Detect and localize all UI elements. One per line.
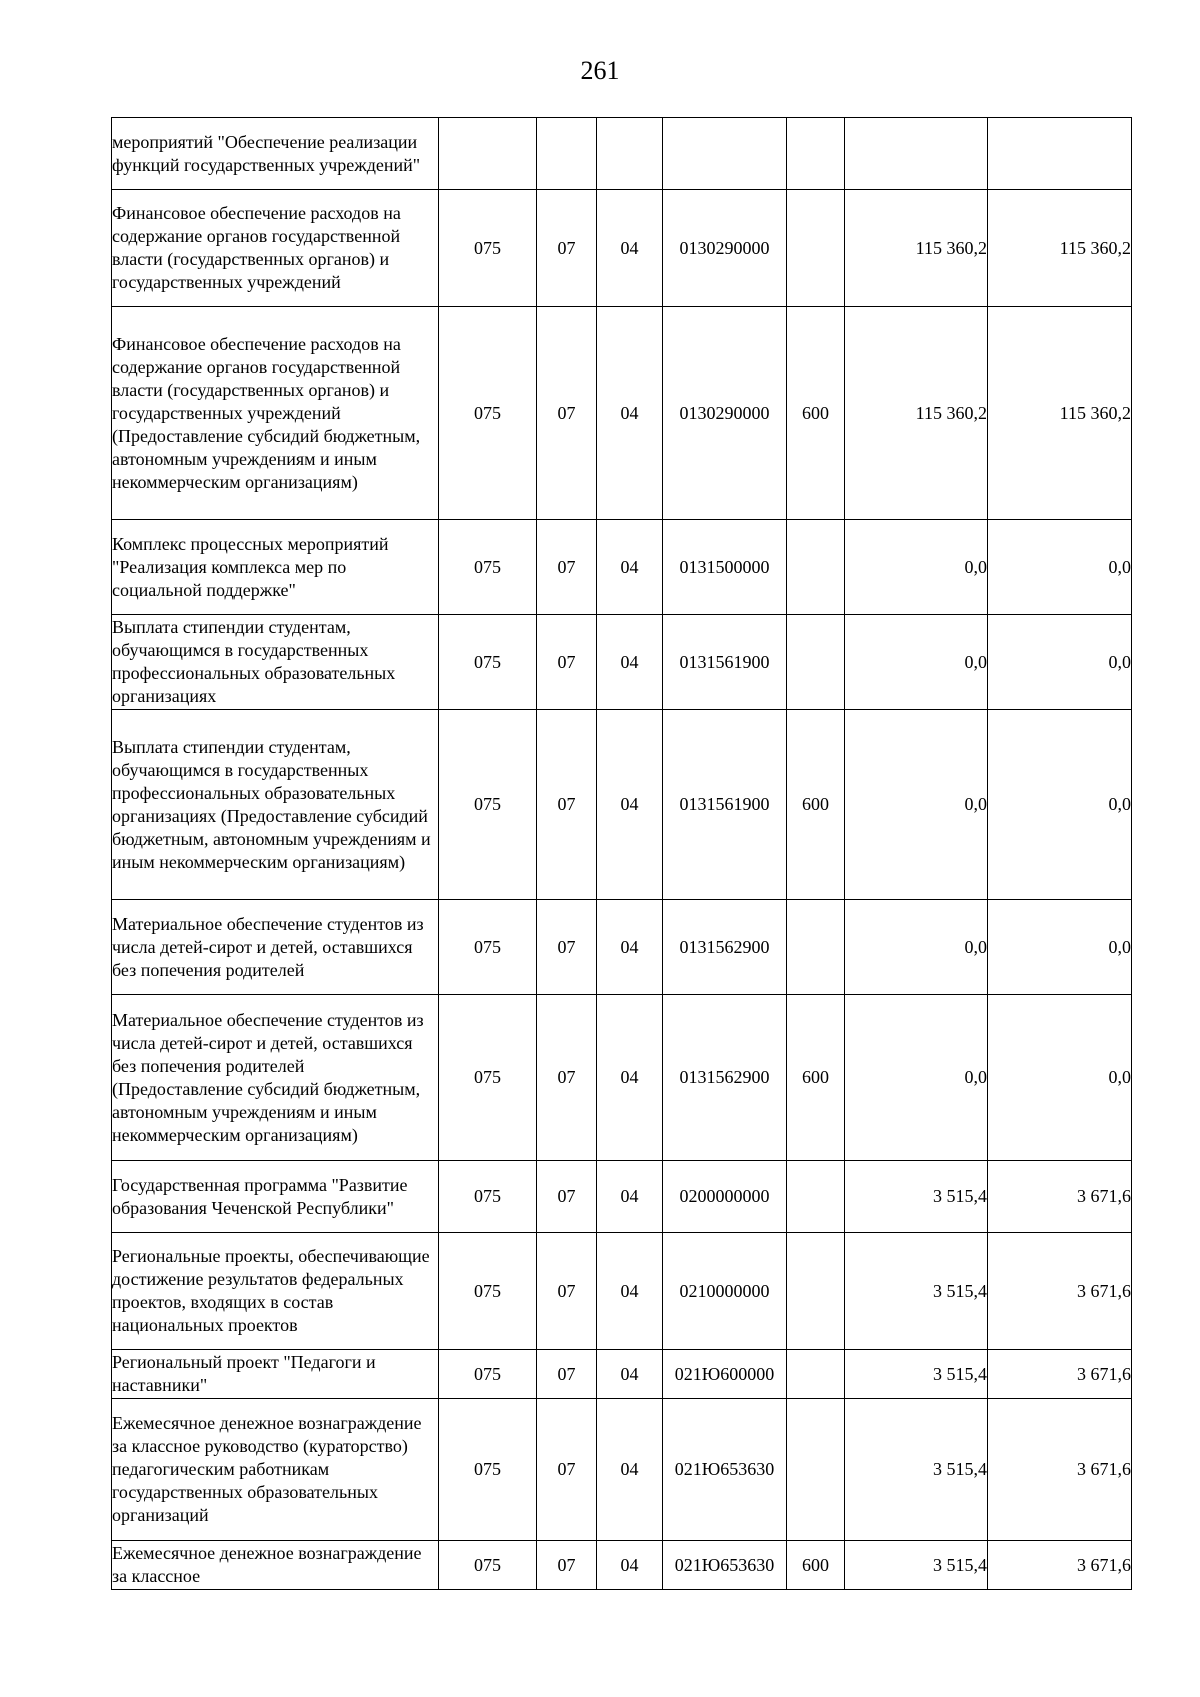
row-amount-year-1: 0,0 xyxy=(845,520,988,615)
row-name: Выплата стипендии студентам, обучающимся в государственных профессиональных образовательных организациях xyxy=(112,615,439,710)
row-expense-type xyxy=(787,118,845,190)
row-expense-type xyxy=(787,1233,845,1350)
row-amount-year-2: 0,0 xyxy=(988,900,1132,995)
row-subsection-code: 04 xyxy=(597,190,663,307)
row-target-article: 0130290000 xyxy=(663,190,787,307)
row-expense-type xyxy=(787,190,845,307)
row-grbs-code: 075 xyxy=(439,520,537,615)
row-amount-year-2: 115 360,2 xyxy=(988,190,1132,307)
table-row xyxy=(112,118,1132,190)
row-name: Региональный проект "Педагоги и наставники" xyxy=(112,1350,439,1399)
row-amount-year-2: 0,0 xyxy=(988,710,1132,900)
row-amount-year-1: 115 360,2 xyxy=(845,190,988,307)
row-name: Региональные проекты, обеспечивающие достижение результатов федеральных проектов, входящих в состав национальных проектов xyxy=(112,1233,439,1350)
row-name: Материальное обеспечение студентов из числа детей-сирот и детей, оставшихся без попечения родителей xyxy=(112,900,439,995)
row-amount-year-1: 3 515,4 xyxy=(845,1541,988,1590)
row-amount-year-2: 0,0 xyxy=(988,520,1132,615)
row-subsection-code: 04 xyxy=(597,1399,663,1541)
row-name: Выплата стипендии студентам, обучающимся в государственных профессиональных образовательных организациях (Предоставление субсидий бюджетным, автономным учреждениям и иным некоммерческим организациям) xyxy=(112,710,439,900)
row-amount-year-2: 3 671,6 xyxy=(988,1399,1132,1541)
table-row xyxy=(112,190,1132,307)
row-amount-year-1: 0,0 xyxy=(845,995,988,1161)
row-section-code: 07 xyxy=(537,710,597,900)
row-target-article: 021Ю653630 xyxy=(663,1399,787,1541)
row-target-article: 021Ю653630 xyxy=(663,1541,787,1590)
table-row xyxy=(112,520,1132,615)
row-target-article: 0130290000 xyxy=(663,307,787,520)
row-subsection-code: 04 xyxy=(597,307,663,520)
page-number: 261 xyxy=(580,56,620,85)
row-section-code: 07 xyxy=(537,190,597,307)
row-section-code: 07 xyxy=(537,615,597,710)
row-amount-year-1: 0,0 xyxy=(845,900,988,995)
row-expense-type: 600 xyxy=(787,995,845,1161)
table-row xyxy=(112,995,1132,1161)
row-amount-year-2: 3 671,6 xyxy=(988,1541,1132,1590)
row-expense-type: 600 xyxy=(787,1541,845,1590)
row-amount-year-2: 115 360,2 xyxy=(988,307,1132,520)
row-name: Материальное обеспечение студентов из числа детей-сирот и детей, оставшихся без попечения родителей (Предоставление субсидий бюджетным, автономным учреждениям и иным некоммерческим организациям) xyxy=(112,995,439,1161)
row-section-code: 07 xyxy=(537,900,597,995)
row-grbs-code xyxy=(439,118,537,190)
row-amount-year-1: 3 515,4 xyxy=(845,1399,988,1541)
row-name: Финансовое обеспечение расходов на содержание органов государственной власти (государственных органов) и государственных учреждений (Предоставление субсидий бюджетным, автономным учреждениям и иным некоммерческим организациям) xyxy=(112,307,439,520)
row-amount-year-2 xyxy=(988,118,1132,190)
row-expense-type xyxy=(787,900,845,995)
row-amount-year-1: 115 360,2 xyxy=(845,307,988,520)
row-target-article: 0200000000 xyxy=(663,1161,787,1233)
row-subsection-code: 04 xyxy=(597,1541,663,1590)
row-subsection-code: 04 xyxy=(597,1161,663,1233)
row-amount-year-1: 3 515,4 xyxy=(845,1350,988,1399)
row-expense-type: 600 xyxy=(787,710,845,900)
table-row xyxy=(112,1350,1132,1399)
row-amount-year-1: 0,0 xyxy=(845,615,988,710)
row-grbs-code: 075 xyxy=(439,710,537,900)
row-target-article: 0131561900 xyxy=(663,615,787,710)
row-name: Ежемесячное денежное вознаграждение за классное xyxy=(112,1541,439,1590)
row-target-article: 021Ю600000 xyxy=(663,1350,787,1399)
row-target-article: 0210000000 xyxy=(663,1233,787,1350)
row-amount-year-1 xyxy=(845,118,988,190)
row-amount-year-2: 0,0 xyxy=(988,615,1132,710)
row-grbs-code: 075 xyxy=(439,1399,537,1541)
row-section-code xyxy=(537,118,597,190)
row-grbs-code: 075 xyxy=(439,1161,537,1233)
table-row xyxy=(112,900,1132,995)
row-subsection-code: 04 xyxy=(597,615,663,710)
row-grbs-code: 075 xyxy=(439,615,537,710)
row-section-code: 07 xyxy=(537,307,597,520)
row-expense-type xyxy=(787,1161,845,1233)
row-section-code: 07 xyxy=(537,1233,597,1350)
row-amount-year-2: 3 671,6 xyxy=(988,1350,1132,1399)
table-row xyxy=(112,1541,1132,1590)
row-target-article xyxy=(663,118,787,190)
row-expense-type xyxy=(787,1350,845,1399)
row-name: Комплекс процессных мероприятий "Реализация комплекса мер по социальной поддержке" xyxy=(112,520,439,615)
table-row xyxy=(112,710,1132,900)
row-target-article: 0131500000 xyxy=(663,520,787,615)
row-section-code: 07 xyxy=(537,1161,597,1233)
row-section-code: 07 xyxy=(537,1350,597,1399)
row-name: мероприятий "Обеспечение реализации функций государственных учреждений" xyxy=(112,118,439,190)
row-subsection-code: 04 xyxy=(597,900,663,995)
row-expense-type xyxy=(787,615,845,710)
row-section-code: 07 xyxy=(537,1399,597,1541)
table-row xyxy=(112,1399,1132,1541)
row-grbs-code: 075 xyxy=(439,307,537,520)
table-row xyxy=(112,615,1132,710)
table-row xyxy=(112,307,1132,520)
row-section-code: 07 xyxy=(537,1541,597,1590)
row-grbs-code: 075 xyxy=(439,1541,537,1590)
budget-table xyxy=(111,117,1132,1590)
row-amount-year-1: 3 515,4 xyxy=(845,1161,988,1233)
row-grbs-code: 075 xyxy=(439,1233,537,1350)
row-subsection-code: 04 xyxy=(597,710,663,900)
row-expense-type: 600 xyxy=(787,307,845,520)
row-expense-type xyxy=(787,1399,845,1541)
row-amount-year-2: 3 671,6 xyxy=(988,1161,1132,1233)
row-grbs-code: 075 xyxy=(439,900,537,995)
row-subsection-code: 04 xyxy=(597,1350,663,1399)
row-subsection-code xyxy=(597,118,663,190)
row-name: Финансовое обеспечение расходов на содержание органов государственной власти (государственных органов) и государственных учреждений xyxy=(112,190,439,307)
row-subsection-code: 04 xyxy=(597,1233,663,1350)
table-row xyxy=(112,1161,1132,1233)
row-target-article: 0131562900 xyxy=(663,995,787,1161)
row-amount-year-2: 3 671,6 xyxy=(988,1233,1132,1350)
row-amount-year-1: 0,0 xyxy=(845,710,988,900)
row-expense-type xyxy=(787,520,845,615)
row-name: Ежемесячное денежное вознаграждение за классное руководство (кураторство) педагогическим работникам государственных образовательных организаций xyxy=(112,1399,439,1541)
row-grbs-code: 075 xyxy=(439,190,537,307)
row-amount-year-2: 0,0 xyxy=(988,995,1132,1161)
row-subsection-code: 04 xyxy=(597,995,663,1161)
row-target-article: 0131562900 xyxy=(663,900,787,995)
row-grbs-code: 075 xyxy=(439,1350,537,1399)
row-subsection-code: 04 xyxy=(597,520,663,615)
row-target-article: 0131561900 xyxy=(663,710,787,900)
row-name: Государственная программа "Развитие образования Чеченской Республики" xyxy=(112,1161,439,1233)
row-grbs-code: 075 xyxy=(439,995,537,1161)
row-section-code: 07 xyxy=(537,995,597,1161)
row-amount-year-1: 3 515,4 xyxy=(845,1233,988,1350)
table-row xyxy=(112,1233,1132,1350)
row-section-code: 07 xyxy=(537,520,597,615)
